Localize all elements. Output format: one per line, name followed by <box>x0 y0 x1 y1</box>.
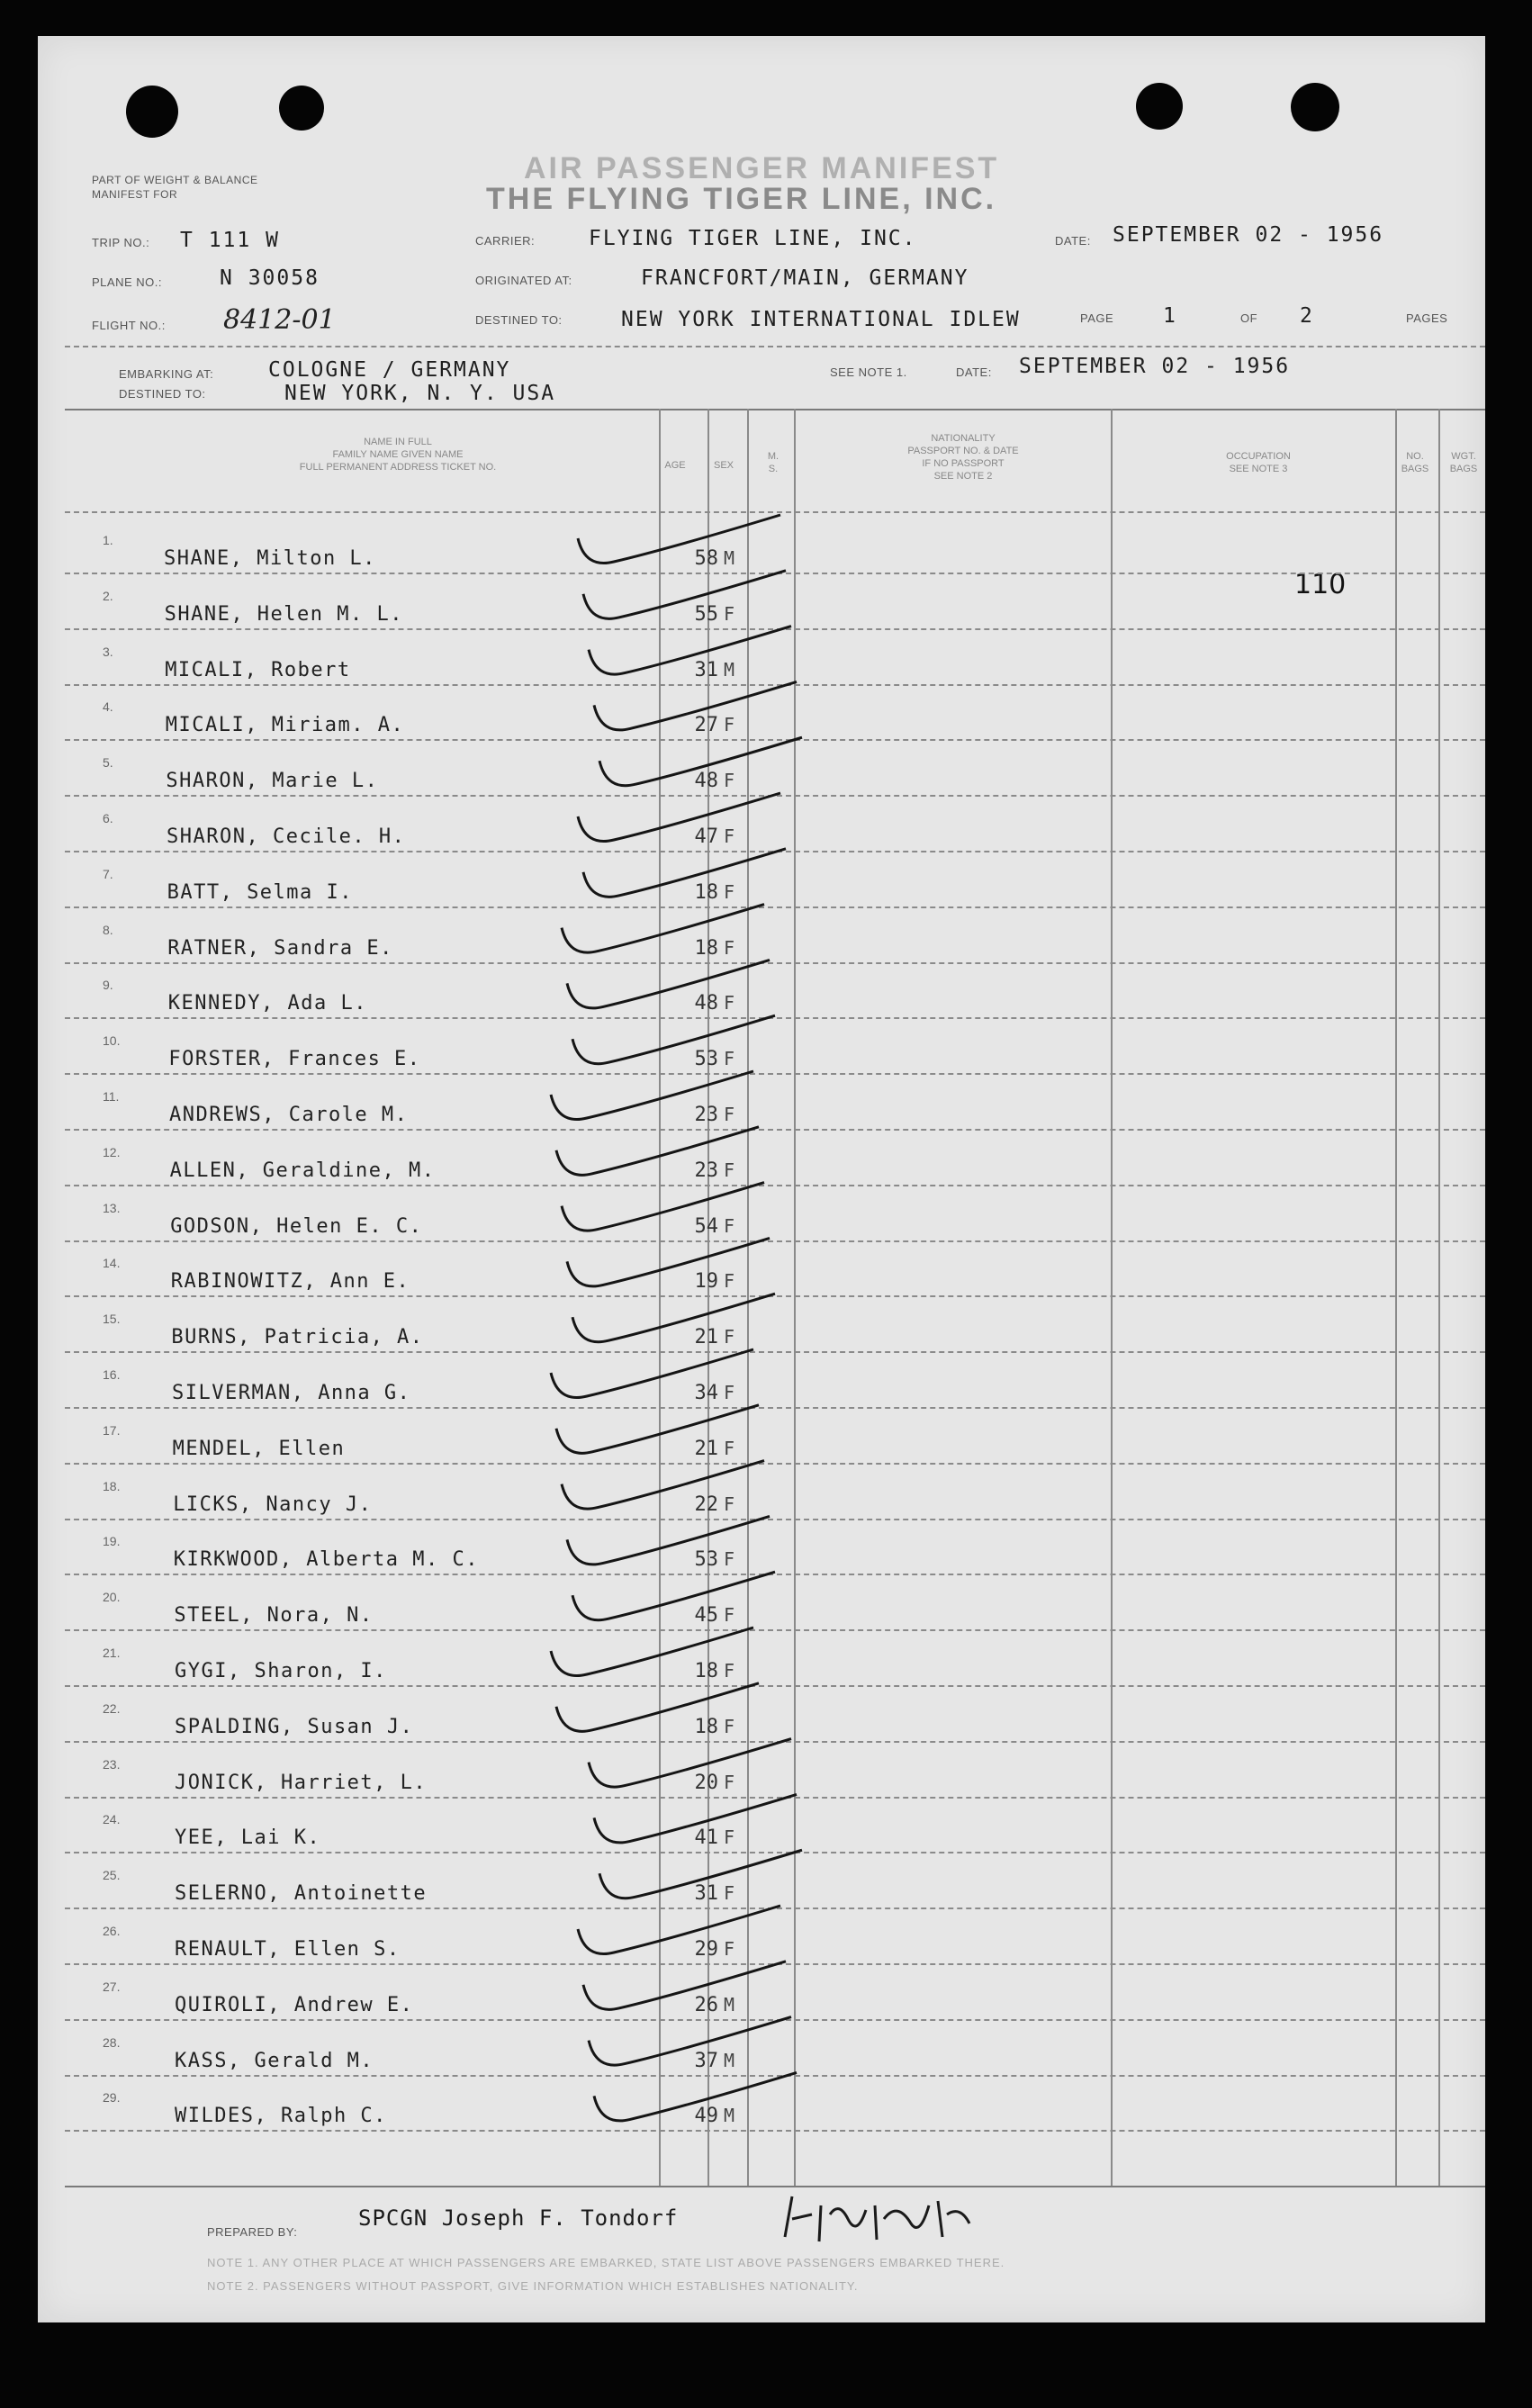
embark-destined-label: DESTINED TO: <box>119 387 206 401</box>
row-rule <box>65 2019 1485 2021</box>
row-number: 28. <box>103 2034 121 2050</box>
row-rule <box>65 628 1485 630</box>
passenger-name: MENDEL, Ellen <box>172 1437 346 1460</box>
passenger-name: GYGI, Sharon, I. <box>175 1660 387 1682</box>
passenger-sex: F <box>723 992 735 1015</box>
punch-hole-right-1 <box>1136 83 1183 130</box>
carrier-label: CARRIER: <box>475 234 536 248</box>
col-line-weight <box>1438 409 1440 2187</box>
passenger-age: 48 <box>694 770 718 793</box>
table-bottom-rule <box>65 2186 1485 2187</box>
passenger-name: RENAULT, Ellen S. <box>175 1938 401 1961</box>
passenger-age: 20 <box>694 1771 718 1794</box>
company-title: THE FLYING TIGER LINE, INC. <box>486 182 997 216</box>
passenger-sex: F <box>723 1493 735 1515</box>
row-number: 20. <box>103 1590 121 1605</box>
row-number: 2. <box>103 588 113 603</box>
col-header-marital: M. S. <box>767 451 780 474</box>
prepared-by-value: SPCGN Joseph F. Tondorf <box>358 2205 679 2231</box>
row-rule <box>65 1240 1485 1242</box>
row-rule <box>65 962 1485 964</box>
col-header-bags: NO. BAGS <box>1401 451 1429 474</box>
row-rule <box>65 1017 1485 1019</box>
row-number: 1. <box>103 533 113 547</box>
passenger-age: 55 <box>694 602 718 626</box>
embark-date-value: SEPTEMBER 02 - 1956 <box>1019 355 1291 378</box>
row-rule <box>65 1351 1485 1353</box>
passenger-name: SHARON, Cecile. H. <box>167 825 406 848</box>
row-number: 16. <box>103 1367 121 1382</box>
footnote-2: NOTE 2. PASSENGERS WITHOUT PASSPORT, GIVE INFORMATION WHICH ESTABLISHES NATIONALITY. <box>207 2279 859 2293</box>
passenger-sex: F <box>723 1604 735 1627</box>
passenger-name: YEE, Lai K. <box>175 1826 321 1850</box>
passenger-sex: F <box>723 1382 735 1403</box>
passenger-name: SHANE, Milton L. <box>164 547 376 570</box>
punch-hole-left-1 <box>126 86 178 138</box>
row-number: 25. <box>103 1868 121 1883</box>
passenger-sex: F <box>723 880 735 903</box>
row-rule <box>65 1407 1485 1409</box>
passenger-sex: M <box>723 2105 735 2127</box>
row-number: 7. <box>103 866 113 881</box>
passenger-sex: F <box>723 1437 735 1459</box>
row-rule <box>65 1185 1485 1186</box>
passenger-name: RATNER, Sandra E. <box>167 936 393 960</box>
row-number: 29. <box>103 2090 121 2106</box>
row-number: 12. <box>103 1144 121 1159</box>
col-header-sex: SEX <box>713 460 734 471</box>
passenger-name: KASS, Gerald M. <box>175 2049 374 2072</box>
passenger-name: SELERNO, Antoinette <box>175 1882 428 1906</box>
destined-label: DESTINED TO: <box>475 313 563 327</box>
passenger-sex: F <box>723 825 735 847</box>
passenger-sex: F <box>723 1826 735 1849</box>
passenger-sex: F <box>723 1159 735 1181</box>
passenger-age: 23 <box>694 1104 718 1126</box>
passenger-name: GODSON, Helen E. C. <box>170 1214 423 1238</box>
passenger-age: 54 <box>694 1214 718 1238</box>
passenger-name: SILVERMAN, Anna G. <box>172 1382 411 1404</box>
passenger-name: FORSTER, Frances E. <box>168 1048 421 1071</box>
col-header-name: NAME IN FULL FAMILY NAME GIVEN NAME FULL PERMANENT ADDRESS TICKET NO. <box>299 437 497 473</box>
row-rule <box>65 1797 1485 1799</box>
col-line-age <box>659 409 661 2187</box>
passenger-sex: F <box>723 714 735 736</box>
row-number: 21. <box>103 1646 121 1660</box>
manifest-page <box>38 36 1485 2322</box>
passenger-name: RABINOWITZ, Ann E. <box>170 1270 410 1294</box>
passenger-age: 31 <box>694 1882 718 1906</box>
passenger-age: 22 <box>694 1493 718 1516</box>
row-rule <box>65 573 1485 574</box>
punch-hole-right-2 <box>1291 83 1339 131</box>
passenger-name: STEEL, Nora, N. <box>174 1604 374 1628</box>
passenger-age: 53 <box>694 1548 718 1572</box>
col-line-occupation <box>1111 409 1113 2187</box>
row-rule <box>65 795 1485 797</box>
row-number: 10. <box>103 1033 121 1049</box>
date-value: SEPTEMBER 02 - 1956 <box>1113 223 1384 247</box>
passenger-age: 48 <box>694 992 718 1015</box>
row-rule <box>65 2130 1485 2132</box>
row-rule <box>65 851 1485 852</box>
passenger-sex: M <box>723 2049 735 2071</box>
embarking-label: EMBARKING AT: <box>119 367 214 381</box>
passenger-age: 37 <box>694 2049 718 2072</box>
passenger-sex: F <box>723 1938 735 1960</box>
passenger-age: 31 <box>694 658 718 681</box>
row-number: 22. <box>103 1700 121 1716</box>
flight-value: 8412-01 <box>223 304 336 336</box>
passenger-sex: F <box>723 1715 735 1737</box>
passenger-age: 18 <box>694 936 718 960</box>
row-number: 5. <box>103 755 113 771</box>
passenger-sex: F <box>723 1104 735 1125</box>
passenger-sex: F <box>723 770 735 792</box>
originated-value: FRANCFORT/MAIN, GERMANY <box>641 266 969 290</box>
row-number: 17. <box>103 1422 121 1438</box>
passenger-age: 41 <box>694 1826 718 1850</box>
destined-value: NEW YORK INTERNATIONAL IDLEW <box>621 308 1021 331</box>
passenger-name: ALLEN, Geraldine, M. <box>169 1159 436 1182</box>
punch-hole-left-2 <box>279 86 324 131</box>
passenger-sex: F <box>723 602 735 625</box>
row-rule <box>65 1963 1485 1965</box>
passenger-name: KIRKWOOD, Alberta M. C. <box>173 1548 479 1572</box>
passenger-sex: F <box>723 1882 735 1905</box>
originated-label: ORIGINATED AT: <box>475 274 572 287</box>
col-line-bags <box>1395 409 1397 2187</box>
passenger-name: BATT, Selma I. <box>167 880 354 904</box>
page-mark: 110 <box>1294 569 1347 600</box>
passenger-age: 19 <box>694 1270 718 1294</box>
passenger-age: 18 <box>694 880 718 904</box>
row-number: 19. <box>103 1534 121 1549</box>
row-number: 14. <box>103 1256 121 1271</box>
passenger-sex: F <box>723 1326 735 1348</box>
row-rule <box>65 1129 1485 1131</box>
row-rule <box>65 1907 1485 1909</box>
col-header-nationality: NATIONALITY PASSPORT NO. & DATE IF NO PASSPORT SEE NOTE 2 <box>907 433 1019 482</box>
passenger-name: WILDES, Ralph C. <box>175 2105 387 2128</box>
table-top-rule <box>65 409 1485 410</box>
passenger-age: 18 <box>694 1715 718 1738</box>
passenger-sex: F <box>723 1660 735 1682</box>
passenger-age: 21 <box>694 1437 718 1460</box>
row-rule <box>65 1519 1485 1520</box>
passenger-age: 23 <box>694 1159 718 1182</box>
col-header-age: AGE <box>664 460 686 471</box>
row-number: 15. <box>103 1312 121 1327</box>
header-divider <box>65 346 1485 347</box>
passenger-sex: M <box>723 547 735 569</box>
passenger-age: 58 <box>694 547 718 570</box>
see-note-label: SEE NOTE 1. <box>830 365 907 379</box>
passenger-age: 27 <box>694 714 718 737</box>
row-rule <box>65 1852 1485 1853</box>
row-number: 27. <box>103 1979 121 1994</box>
passenger-age: 29 <box>694 1938 718 1961</box>
embarking-value: COLOGNE / GERMANY <box>268 358 511 382</box>
passenger-name: ANDREWS, Carole M. <box>169 1104 409 1126</box>
passenger-age: 45 <box>694 1604 718 1628</box>
passenger-age: 34 <box>694 1382 718 1404</box>
passenger-age: 49 <box>694 2105 718 2128</box>
signature <box>776 2187 1010 2250</box>
passenger-age: 26 <box>694 1993 718 2016</box>
flight-label: FLIGHT NO.: <box>92 319 166 332</box>
embark-destined-value: NEW YORK, N. Y. USA <box>284 382 556 405</box>
col-header-occupation: OCCUPATION SEE NOTE 3 <box>1226 451 1291 474</box>
row-number: 9. <box>103 978 113 993</box>
page-total: 2 <box>1300 304 1314 328</box>
passenger-sex: F <box>723 1270 735 1293</box>
passenger-name: MICALI, Miriam. A. <box>165 714 405 737</box>
of-label: OF <box>1240 311 1258 325</box>
row-rule <box>65 1741 1485 1743</box>
col-header-weight: WGT. BAGS <box>1449 451 1478 474</box>
row-rule <box>65 2075 1485 2077</box>
passenger-age: 18 <box>694 1660 718 1682</box>
row-number: 23. <box>103 1756 121 1772</box>
col-line-marital <box>794 409 796 2187</box>
row-number: 13. <box>103 1200 121 1215</box>
passenger-name: KENNEDY, Ada L. <box>167 992 367 1015</box>
date-label: DATE: <box>1055 234 1091 248</box>
plane-value: N 30058 <box>220 266 320 290</box>
row-rule <box>65 1574 1485 1575</box>
passenger-name: SPALDING, Susan J. <box>175 1715 414 1738</box>
row-rule <box>65 1685 1485 1687</box>
row-number: 6. <box>103 811 113 825</box>
passenger-name: LICKS, Nancy J. <box>173 1493 373 1516</box>
passenger-name: SHANE, Helen M. L. <box>164 602 404 626</box>
plane-label: PLANE NO.: <box>92 275 162 289</box>
passenger-sex: M <box>723 1993 735 2016</box>
row-rule <box>65 906 1485 908</box>
row-rule <box>65 684 1485 686</box>
embark-date-label: DATE: <box>956 365 992 379</box>
row-number: 4. <box>103 699 113 715</box>
passenger-age: 21 <box>694 1326 718 1349</box>
col-line-sex-end <box>747 409 749 2187</box>
passenger-name: JONICK, Harriet, L. <box>175 1771 428 1794</box>
prepared-by-label: PREPARED BY: <box>207 2225 298 2239</box>
passenger-name: BURNS, Patricia, A. <box>171 1326 424 1349</box>
passenger-name: MICALI, Robert <box>165 658 351 681</box>
row-rule <box>65 739 1485 741</box>
passenger-sex: F <box>723 1771 735 1793</box>
row-number: 26. <box>103 1924 121 1938</box>
passenger-sex: M <box>723 658 735 681</box>
passenger-sex: F <box>723 936 735 959</box>
carrier-value: FLYING TIGER LINE, INC. <box>589 227 917 250</box>
row-number: 3. <box>103 644 113 659</box>
row-rule <box>65 1463 1485 1465</box>
row-number: 11. <box>103 1089 120 1104</box>
page-label: PAGE <box>1080 311 1114 325</box>
row-rule <box>65 1629 1485 1631</box>
passenger-name: QUIROLI, Andrew E. <box>175 1993 414 2016</box>
pages-label: PAGES <box>1406 311 1448 325</box>
row-rule <box>65 1295 1485 1297</box>
passenger-sex: F <box>723 1548 735 1571</box>
passenger-name: SHARON, Marie L. <box>166 770 379 793</box>
passenger-age: 47 <box>694 825 718 848</box>
row-number: 24. <box>103 1812 121 1827</box>
page-number: 1 <box>1163 304 1177 328</box>
manifest-title: AIR PASSENGER MANIFEST <box>524 151 1000 185</box>
passenger-sex: F <box>723 1214 735 1237</box>
row-rule <box>65 1073 1485 1075</box>
passenger-sex: F <box>723 1048 735 1070</box>
row-number: 8. <box>103 922 113 937</box>
footnote-1: NOTE 1. ANY OTHER PLACE AT WHICH PASSENGERS ARE EMBARKED, STATE LIST ABOVE PASSENGERS EMBARKED THERE. <box>207 2256 1005 2269</box>
row-number: 18. <box>103 1478 121 1493</box>
header-bottom-rule <box>65 511 1485 513</box>
trip-value: T 111 W <box>180 229 280 252</box>
trip-label: TRIP NO.: <box>92 236 150 249</box>
passenger-age: 53 <box>694 1048 718 1071</box>
part-of-label: PART OF WEIGHT & BALANCE MANIFEST FOR <box>92 174 258 201</box>
